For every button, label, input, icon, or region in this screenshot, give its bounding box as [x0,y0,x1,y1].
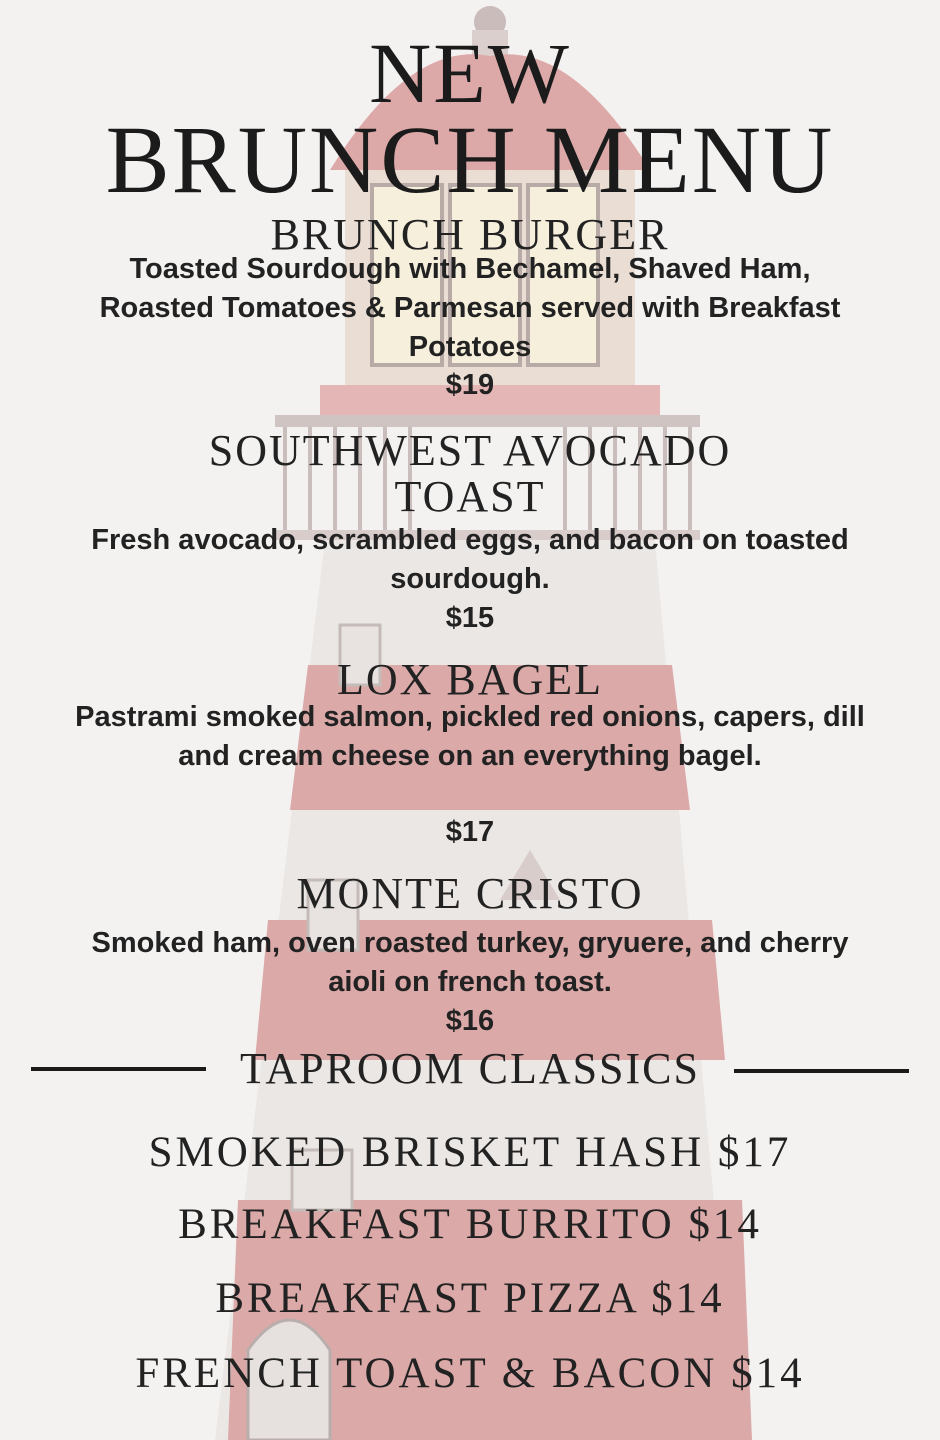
item-name-brunch-burger: BRUNCH BURGER [270,210,670,259]
item-price-brunch-burger: $19 [445,369,495,401]
section-heading-taproom-classics: TAPROOM CLASSICS [239,1044,701,1093]
item-name-southwest-avocado-toast-line2: TOAST [394,472,546,521]
classic-item-breakfast-burrito: BREAKFAST BURRITO $14 [178,1201,762,1248]
item-description-monte-cristo: Smoked ham, oven roasted turkey, gryuere, and cherry aioli on french toast. [91,927,849,998]
item-description-southwest-avocado-toast: Fresh avocado, scrambled eggs, and bacon on toasted sourdough. [91,524,849,595]
classic-item-breakfast-pizza: BREAKFAST PIZZA $14 [215,1275,725,1322]
item-name-monte-cristo: MONTE CRISTO [296,869,644,918]
item-name-southwest-avocado-toast-line1: SOUTHWEST AVOCADO [208,426,732,475]
menu-title-brunch-menu: BRUNCH MENU [105,106,835,213]
divider-right [734,1069,909,1073]
item-description-brunch-burger: Toasted Sourdough with Bechamel, Shaved Ham, Roasted Tomatoes & Parmesan served with Breakfast Potatoes [99,253,841,363]
item-description-lox-bagel: Pastrami smoked salmon, pickled red onions, capers, dill and cream cheese on an everything bagel. [75,701,865,772]
menu-title-new: NEW [369,25,571,121]
item-name-lox-bagel: LOX BAGEL [336,655,604,704]
classic-item-smoked-brisket-hash: SMOKED BRISKET HASH $17 [148,1129,792,1176]
item-price-monte-cristo: $16 [445,1005,495,1037]
classic-item-french-toast-bacon: FRENCH TOAST & BACON $14 [135,1350,805,1397]
item-price-southwest-avocado-toast: $15 [445,602,495,634]
item-price-lox-bagel: $17 [445,816,495,848]
